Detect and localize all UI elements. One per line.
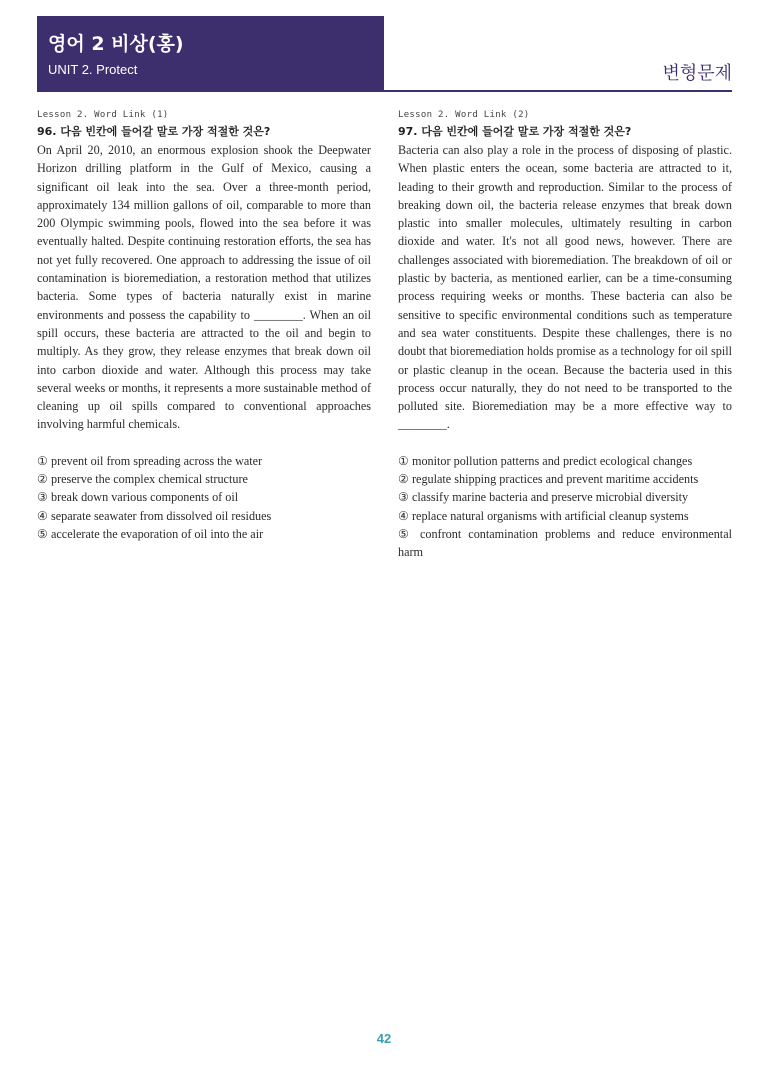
answer-option-2[interactable]: ② regulate shipping practices and prevent maritime accidents [398, 472, 699, 487]
answer-option-5[interactable]: ⑤ accelerate the evaporation of oil into the air [37, 526, 264, 541]
unit-label: UNIT 2. Protect [48, 62, 138, 77]
header-divider [37, 90, 732, 92]
answer-option-2[interactable]: ② preserve the complex chemical structure [37, 472, 248, 487]
passage-text: Bacteria can also play a role in the process of disposing of plastic. When plastic enters the ocean, some bacteria are attracted to it, leading to their growth and reproduction. Similar to the process of breaking down oil, the bacteria release enzymes that break down plastic into smaller molecules, ultimately resulting in carbon dioxide and water. It's not all good news, however. There are challenges associated with bioremediation. The breakdown of oil or plastic by bacteria, as mentioned earlier, can be a time-consuming process requiring weeks or months. These bacteria can also be sensitive to specific environmental conditions such as temperature and sea water constituents. Despite these challenges, there is no doubt that bioremediation holds promise as a technology for oil spill or plastic cleanup in the ocean. Because the bacteria used in this process occur naturally, they do not need to be transported to the polluted site. Bioremediation may be a more effective way to ________. [398, 143, 732, 432]
question-96-column [37, 109, 371, 543]
lesson-label: Lesson 2. Word Link (1) [37, 110, 169, 120]
header-banner [37, 16, 384, 90]
answer-options [398, 452, 732, 562]
answer-option-4[interactable]: ④ separate seawater from dissolved oil residues [37, 508, 272, 523]
answer-option-3[interactable]: ③ break down various components of oil [37, 490, 239, 505]
answer-option-3[interactable]: ③ classify marine bacteria and preserve microbial diversity [398, 490, 689, 505]
passage-text: On April 20, 2010, an enormous explosion shook the Deepwater Horizon drilling platform in the Gulf of Mexico, causing a significant oil leak into the sea. Over a three-month period, approximately 134 million gallons of oil, comparable to more than 200 Olympic swimming pools, flowed into the sea before it was eventually halted. Despite continuing restoration efforts, the sea has not yet fully recovered. One approach to addressing the issue of oil contamination is bioremediation, a restoration method that utilizes bacteria. Some types of bacteria naturally exist in marine environments and possess the capability to ________. When an oil spill occurs, these bacteria are attracted to the oil and begin to multiply. As they grow, they release enzymes that break down oil into carbon dioxide and water. Although this process may take several weeks or months, it represents a more sustainable method of cleaning up oil spills compared to conventional approaches involving harmful chemicals. [37, 143, 371, 432]
answer-option-1[interactable]: ① monitor pollution patterns and predict ecological changes [398, 453, 693, 468]
lesson-label: Lesson 2. Word Link (2) [398, 110, 530, 120]
answer-option-4[interactable]: ④ replace natural organisms with artificial cleanup systems [398, 508, 689, 523]
page-number: 42 [376, 1031, 392, 1046]
question-97-column [398, 109, 732, 562]
section-label: 변형문제 [662, 63, 732, 84]
question-title: 97. 다음 빈칸에 들어갈 말로 가장 적절한 것은? [398, 125, 632, 138]
answer-option-5[interactable]: ⑤ confront contamination problems and reduce environmental harm [398, 526, 732, 560]
answer-option-1[interactable]: ① prevent oil from spreading across the water [37, 453, 263, 468]
answer-options [37, 452, 371, 543]
question-title: 96. 다음 빈칸에 들어갈 말로 가장 적절한 것은? [37, 125, 271, 138]
book-title: 영어 2 비상(홍) [48, 33, 184, 55]
